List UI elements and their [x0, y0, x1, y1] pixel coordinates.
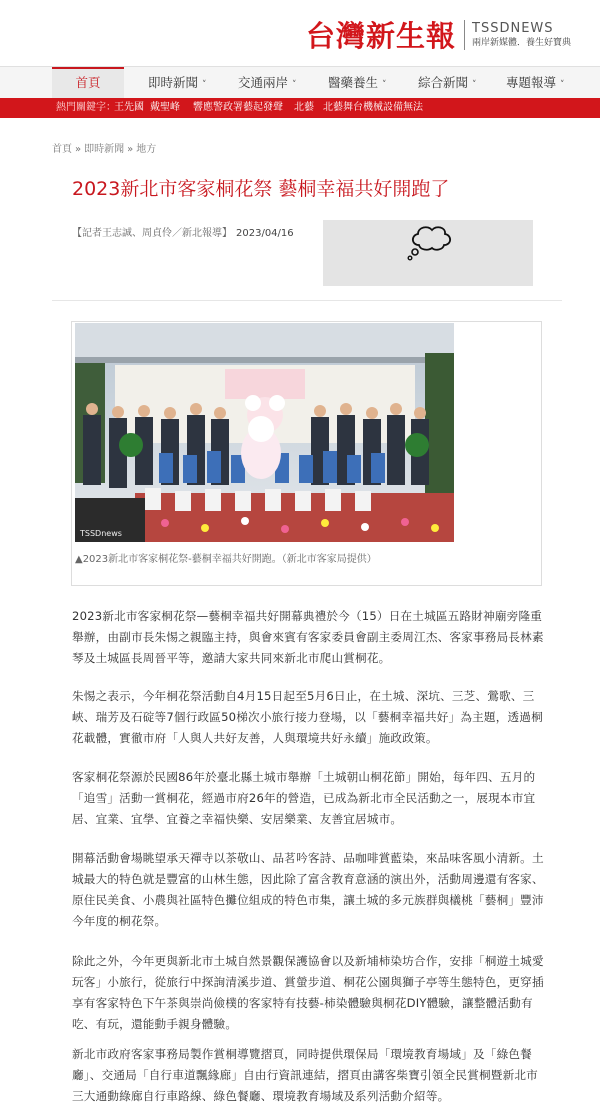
article-paragraph: 新北市政府客家事務局製作賞桐導覽摺頁，同時提供環保局「環境教育場域」及「綠色餐廳」、交通局「自行車道飄緣廊」自由行資訊連結，摺頁由講客柴寶引領全民賞桐暨新北市三大通動綠廊自行車路線、綠色餐廳、環境教育場域及系列活動介紹等。	[72, 1047, 538, 1103]
nav-item-features[interactable]	[506, 67, 565, 98]
article-paragraph: 開幕活動會場眺望承天禪寺以茶敬山、品茗吟客詩、品咖啡賞藍染，來品味客風小清新。土城最大的特色就是豐富的山林生態，因此除了富含教育意涵的演出外，活動周邊還有客家、原住民美食、小農與社區特色攤位組成的特色市集，讓土城的多元族群與檥桃「藝桐」豐沛今年度的桐花祭。	[72, 851, 544, 928]
hot-keyword-link[interactable]: 北藝舞台機械設備無法	[323, 102, 423, 113]
publish-date: 2023/04/16	[236, 228, 294, 239]
event-photo[interactable]	[75, 323, 454, 542]
chevron-down-icon: ˅	[382, 80, 387, 90]
nav-item-label: 綜合新聞	[418, 75, 469, 90]
chevron-down-icon: ˅	[472, 80, 477, 90]
hot-keyword-link[interactable]: 戴聖峰	[150, 102, 180, 113]
logo-slogan: 兩岸新媒體．養生好寶典	[472, 37, 572, 48]
logo-english-name: TSSDNEWS	[472, 20, 554, 36]
photo-watermark: TSSDnews	[80, 529, 122, 538]
hot-keywords-bar	[0, 98, 600, 118]
nav-item-label: 交通兩岸	[238, 75, 289, 90]
nav-item-general[interactable]	[418, 67, 477, 98]
breadcrumb	[52, 140, 156, 155]
chevron-down-icon: ˅	[560, 80, 565, 90]
site-header	[0, 0, 600, 66]
photo-caption: ▲2023新北市客家桐花祭-藝桐幸福共好開跑。（新北市客家局提供）	[75, 554, 377, 565]
hot-keyword-link[interactable]: 北藝	[294, 102, 314, 113]
chevron-down-icon: ˅	[202, 80, 207, 90]
thought-bubble-icon	[405, 223, 455, 263]
article-figure	[71, 321, 542, 586]
ad-placeholder[interactable]	[323, 220, 533, 286]
breadcrumb-local[interactable]: 地方	[136, 144, 157, 155]
chevron-down-icon: ˅	[292, 80, 297, 90]
logo-text-block	[472, 21, 571, 49]
hot-keywords-label: 熱門關鍵字：	[56, 102, 116, 113]
article-byline	[72, 224, 294, 239]
nav-item-traffic[interactable]	[238, 67, 297, 98]
nav-item-home[interactable]	[52, 67, 124, 98]
breadcrumb-home[interactable]: 首頁	[52, 144, 72, 155]
article-paragraph: 朱惕之表示，今年桐花祭活動自4月15日起至5月6日止，在土城、深坑、三芝、鶯歌、三峽、瑞芳及石碇等7個行政區50梯次小旅行接力登場，以「藝桐幸福共好」為主題，透過桐花載體，實徹市府「人與人共好友善，人與環境共好永續」施政政策。	[72, 689, 543, 745]
main-nav	[0, 66, 600, 98]
nav-item-label: 專題報導	[506, 75, 557, 90]
breadcrumb-separator: »	[127, 144, 134, 155]
nav-item-health[interactable]	[328, 67, 387, 98]
breadcrumb-breaking-news[interactable]: 即時新聞	[84, 144, 125, 155]
nav-item-label: 即時新聞	[148, 75, 199, 90]
divider	[52, 300, 562, 301]
nav-item-label: 醫藥養生	[328, 75, 379, 90]
hot-keyword-link[interactable]: 王先國	[114, 102, 144, 113]
article-paragraph: 客家桐花祭源於民國86年於臺北縣土城市舉辦「土城朝山桐花節」開始，每年四、五月的「追雪」活動一賞桐花，經過市府26年的營造，已成為新北市全民活動之一，展現本市宜居、宜業、宜學、宜養之幸福快樂、安居樂業、友善宜居城市。	[72, 770, 536, 826]
article-paragraph: 2023新北市客家桐花祭—藝桐幸福共好開幕典禮於今（15）日在土城區五路財神廟旁隆重舉辦，由副市長朱惕之親臨主持，與會來賓有客家委員會副主委周江杰、客家事務局長林素琴及土城區長周晉平等，邀請大家共同來新北市爬山賞桐花。	[72, 609, 544, 665]
logo-divider	[464, 20, 465, 50]
hot-keyword-link[interactable]: 響應警政署藝起發聲	[193, 102, 283, 113]
breadcrumb-separator: »	[75, 144, 82, 155]
byline-reporters: 【記者王志誠、周貞伶／新北報導】	[72, 228, 232, 239]
nav-item-label: 首頁	[75, 75, 101, 90]
logo-chinese-name: 台灣新生報	[306, 19, 457, 53]
site-logo[interactable]	[306, 14, 571, 55]
article-paragraph: 除此之外，今年更與新北市土城自然景觀保護協會以及新埔柿染坊合作，安排「桐遊土城愛玩客」小旅行，從旅行中探詢清溪步道、賞螢步道、桐花公園與獅子亭等生態特色，更穿插享有客家特色下午茶與崇尚儉樸的客家特有技藝-柿染體驗與桐花DIY體驗，讓整體活動有吃、有玩，還能動手親身體驗。	[72, 954, 544, 1031]
nav-item-breaking-news[interactable]	[148, 67, 207, 98]
article-title: 2023新北市客家桐花祭 藝桐幸福共好開跑了	[72, 178, 450, 200]
